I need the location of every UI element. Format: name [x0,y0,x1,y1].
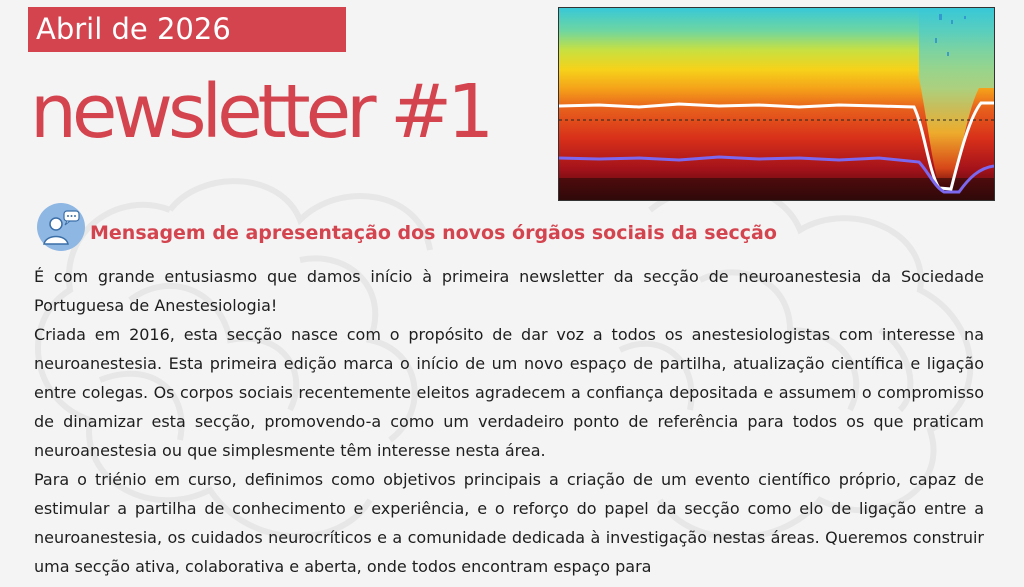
paragraph: É com grande entusiasmo que damos início à primeira newsletter da secção de neuroanestesia da Sociedade Portuguesa de Anestesiologia! [34,267,984,315]
eeg-spectrogram-image [558,7,995,201]
paragraph: Criada em 2016, esta secção nasce com o propósito de dar voz a todos os anestesiologistas com interesse na neuroanestesia. Esta primeira edição marca o início de um novo espaço de partilha, atualização científica e ligação entre colegas. Os corpos sociais recentemente eleitos agradecem a confiança depositada e assumem o compromisso de dinamizar esta secção, promovendo-a como um verdadeiro ponto de referência para todos os que praticam neuroanestesia ou que simplesmente têm interesse nesta área. [34,325,984,460]
article-body [34,262,984,581]
presenter-speech-icon [34,202,88,252]
paragraph: Para o triénio em curso, definimos como objetivos principais a criação de um evento científico próprio, capaz de estimular a partilha de conhecimento e experiência, e o reforço do papel da secção como elo de ligação entre a neuroanestesia, os cuidados neurocríticos e a comunidade dedicada à investigação nestas áreas. Queremos construir uma secção ativa, colaborativa e aberta, onde todos encontram espaço para [34,470,984,576]
issue-date: Abril de 2026 [36,12,231,46]
newsletter-title: newsletter #1 [30,69,490,155]
date-banner [28,7,346,52]
section-heading: Mensagem de apresentação dos novos órgãos sociais da secção [90,222,777,244]
